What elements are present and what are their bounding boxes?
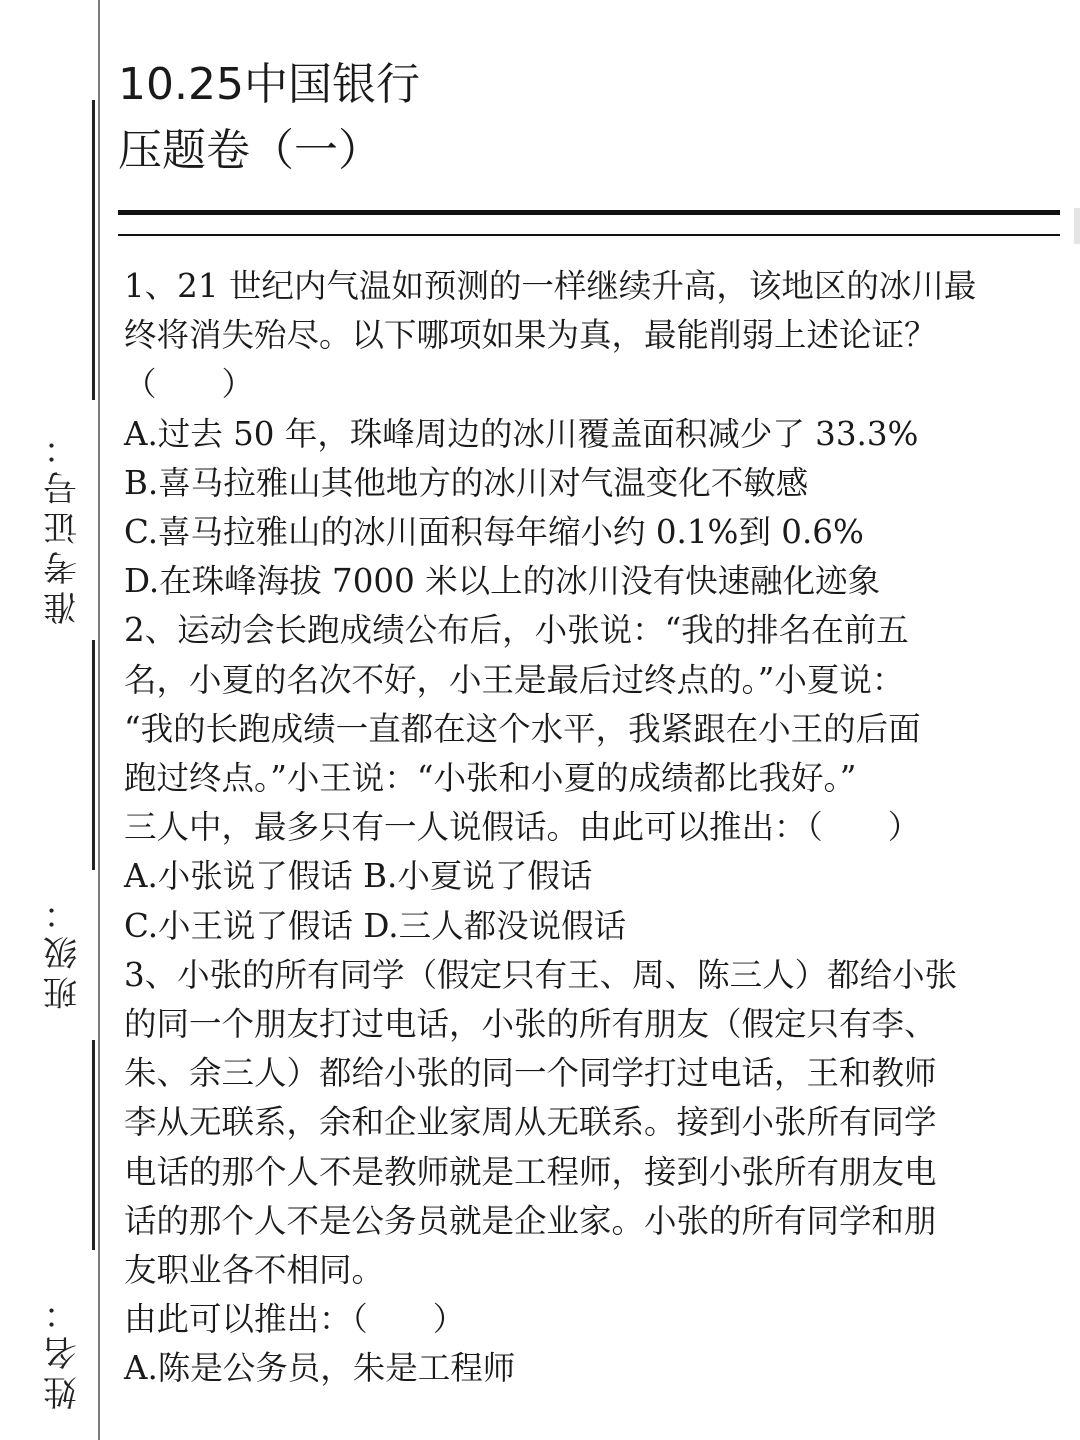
class-field (28, 640, 98, 1040)
body-line: B.喜马拉雅山其他地方的冰川对气温变化不敏感 (124, 463, 809, 502)
body-line: A.陈是公务员，朱是工程师 (124, 1349, 516, 1388)
body-line: 2、运动会长跑成绩公布后，小张说：“我的排名在前五 (124, 611, 909, 650)
class-label: 班级： (43, 890, 84, 1010)
body-line: 电话的那个人不是教师就是工程师，接到小张所有朋友电 (124, 1152, 937, 1191)
body-line: “我的长跑成绩一直都在这个水平，我紧跟在小王的后面 (124, 709, 921, 748)
page-edge-mark (1074, 208, 1080, 244)
body-line: C.喜马拉雅山的冰川面积每年缩小约 0.1%到 0.6% (124, 513, 864, 552)
body-line: A.小张说了假话 B.小夏说了假话 (124, 857, 593, 896)
header-rule-thick (118, 210, 1060, 215)
body-line: 的同一个朋友打过电话，小张的所有朋友（假定只有李、 (124, 1005, 937, 1044)
body-line: D.在珠峰海拔 7000 米以上的冰川没有快速融化迹象 (124, 562, 881, 601)
name-label: 姓名： (43, 1290, 84, 1410)
title-line-2: 压题卷（一） (118, 125, 382, 176)
class-underline (92, 640, 95, 870)
body-line: 跑过终点。”小王说：“小张和小夏的成绩都比我好。” (124, 759, 857, 798)
title-line-1: 10.25中国银行 (118, 59, 420, 110)
body-line: 1、21 世纪内气温如预测的一样继续升高，该地区的冰川最 (124, 267, 977, 305)
exam-id-label: 准考证号： (43, 425, 84, 625)
name-underline (92, 1040, 95, 1250)
body-line: 3、小张的所有同学（假定只有王、周、陈三人）都给小张 (124, 955, 958, 994)
body-line: 终将消失殆尽。以下哪项如果为真，最能削弱上述论证？ (124, 316, 937, 355)
body-line: 李从无联系，余和企业家周从无联系。接到小张所有同学 (124, 1103, 937, 1142)
body-line: 由此可以推出：（ ） (124, 1300, 466, 1339)
body-line: A.过去 50 年，珠峰周边的冰川覆盖面积减少了 33.3% (124, 414, 919, 453)
exam-id-underline (92, 100, 95, 400)
exam-id-field (28, 100, 98, 660)
name-field (28, 1040, 98, 1440)
body-line: 名，小夏的名次不好，小王是最后过终点的。”小夏说： (124, 660, 905, 699)
binding-margin-line (98, 0, 100, 1440)
header-rule-thin (118, 234, 1060, 236)
body-line: 友职业各不相同。 (124, 1251, 385, 1290)
body-line: 话的那个人不是公务员就是企业家。小张的所有同学和朋 (124, 1201, 937, 1240)
body-line: 朱、余三人）都给小张的同一个同学打过电话，王和教师 (124, 1054, 937, 1093)
body-line: C.小王说了假话 D.三人都没说假话 (124, 906, 627, 945)
question-body (124, 262, 1054, 1394)
body-line: 三人中，最多只有一人说假话。由此可以推出：（ ） (124, 808, 921, 847)
paper-title (118, 52, 1018, 184)
body-line: （ ） (124, 365, 255, 404)
